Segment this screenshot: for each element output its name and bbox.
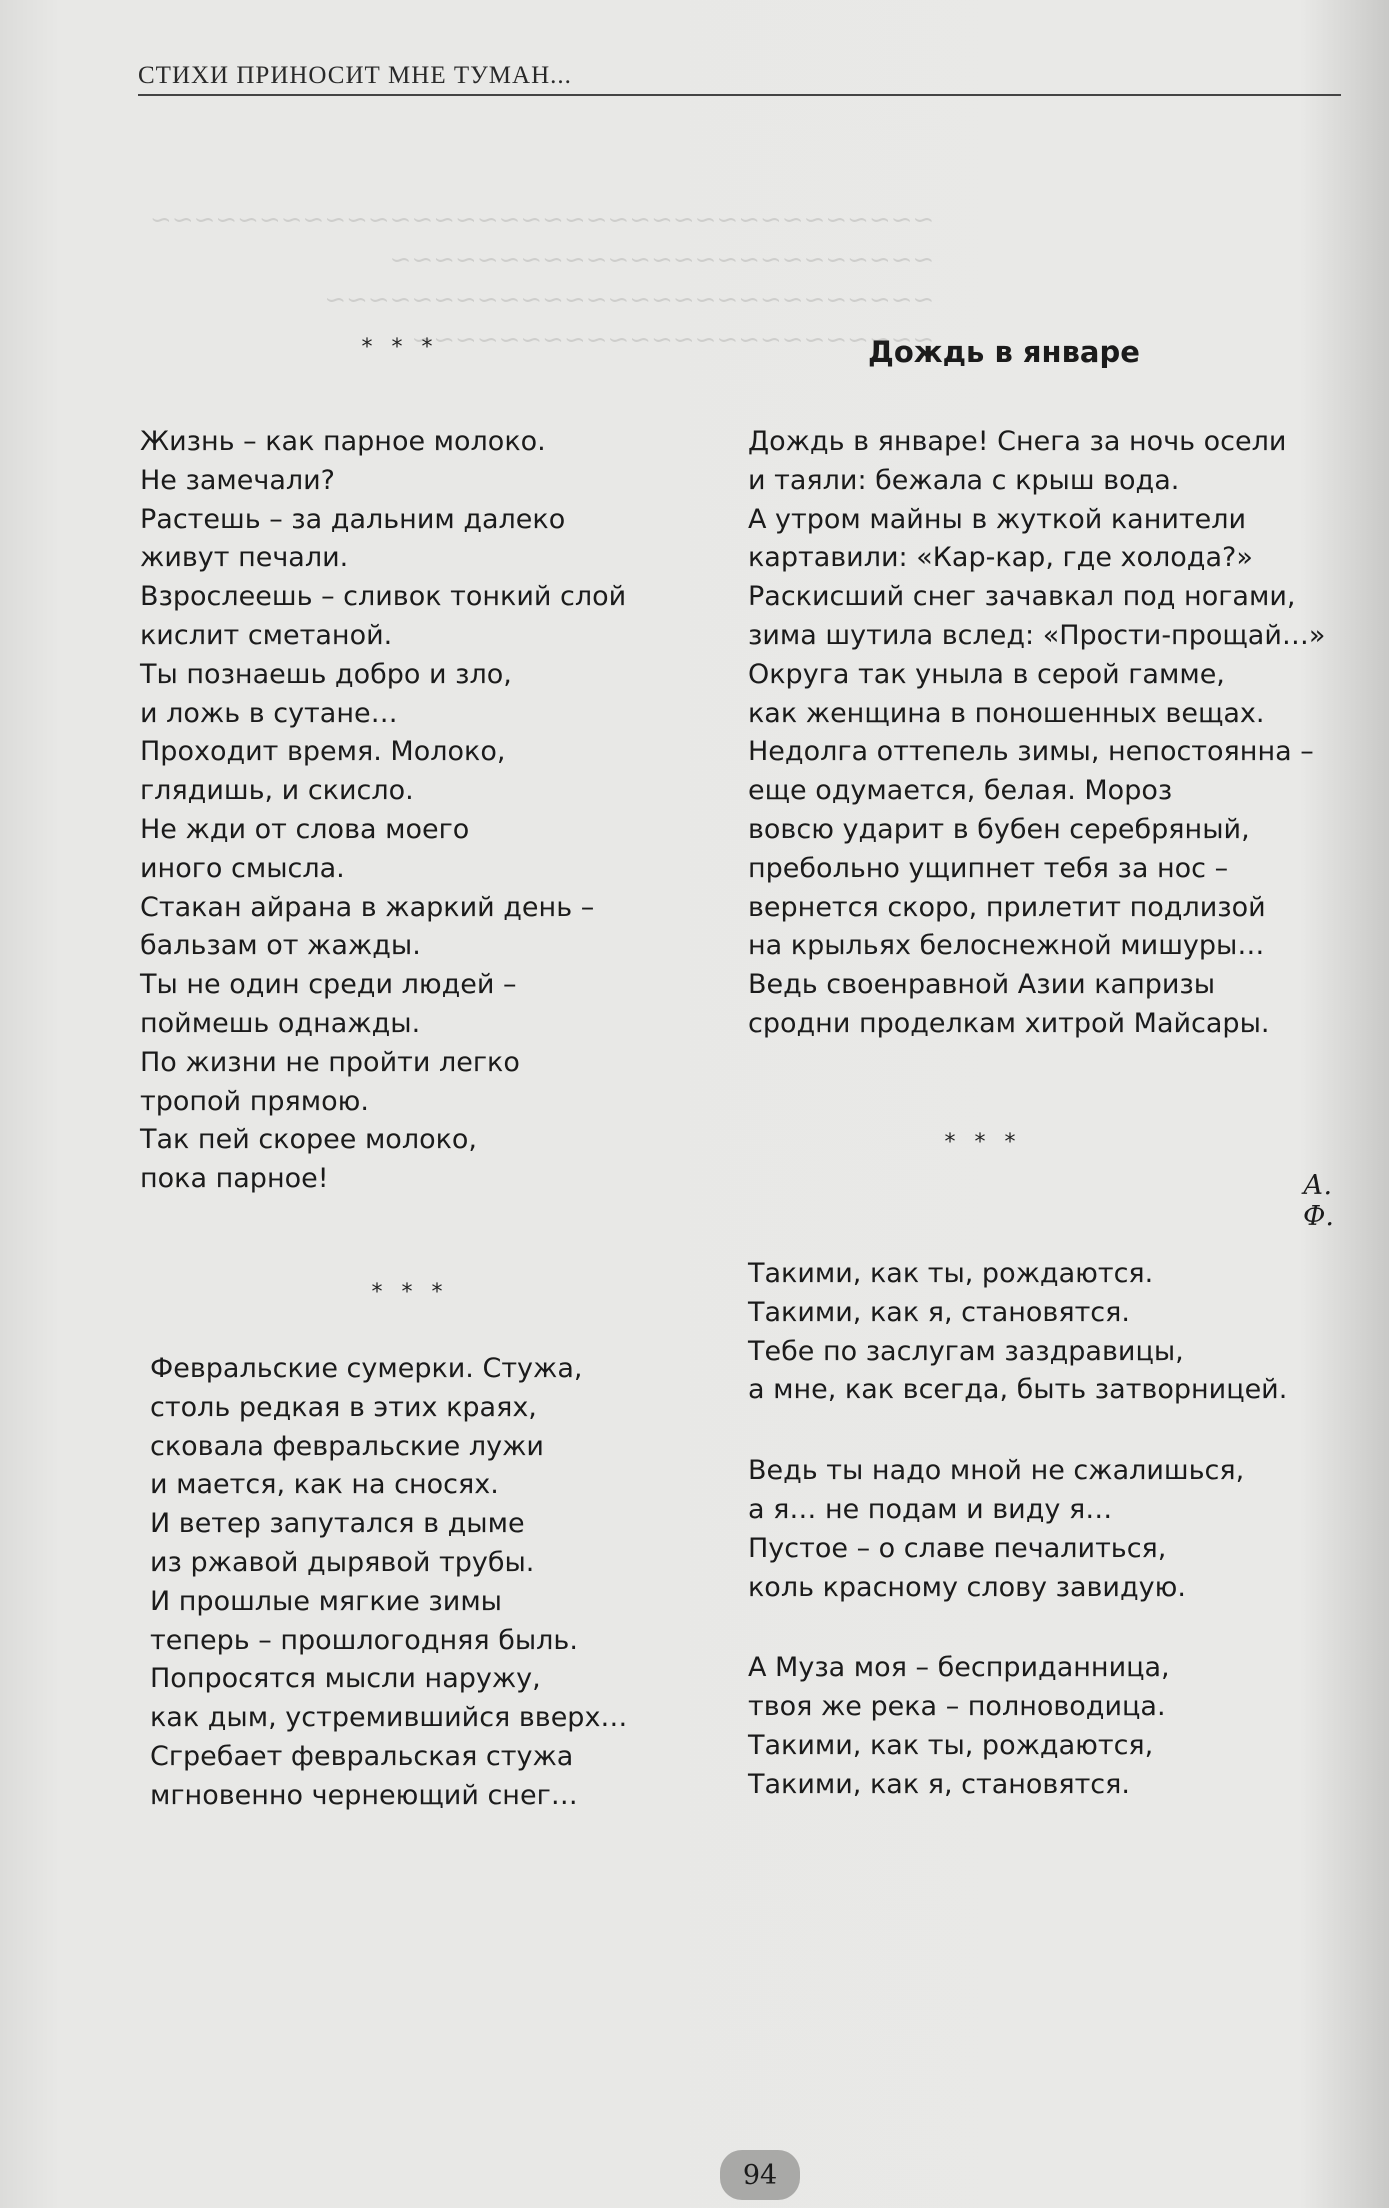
verse-line: живут печали.: [140, 542, 349, 574]
verse-line: сковала февральские лужи: [150, 1430, 544, 1462]
verse-line: вовсю ударит в бубен серебряный,: [748, 813, 1250, 845]
verse-line: и ложь в сутане…: [140, 697, 398, 729]
poem-born-become: [748, 1255, 1287, 1805]
verse-line: зима шутила вслед: «Прости-прощай…»: [748, 619, 1326, 651]
verse-line: И прошлые мягкие зимы: [150, 1585, 503, 1617]
verse-line: глядишь, и скисло.: [140, 775, 414, 807]
verse-line: теперь – прошлогодняя быль.: [150, 1624, 578, 1656]
verse-line: из ржавой дырявой трубы.: [150, 1546, 535, 1578]
verse-line: Дождь в январе! Снега за ночь осели: [748, 426, 1287, 457]
show-through-texture: ~~~~~~~~~~~~~~~~~~~~~~~~~~~~~~~~~~~~ ~~~~~~~~~~~~~~~~~~~~~~~~~ ~~~~~~~~~~~~~~~~~~~~~~~~~~~~ ~~~~~~~~~~~~~~~~~~~~~~~~: [150, 205, 935, 355]
stanza: [748, 1255, 1287, 1410]
verse-line: картавили: «Кар-кар, где холода?»: [748, 542, 1253, 574]
poem-separator: * * *: [371, 1280, 449, 1305]
verse-line: Пустое – о славе печалиться,: [748, 1532, 1167, 1564]
verse-line: Такими, как я, становятся.: [748, 1768, 1130, 1800]
page-number: 94: [742, 2159, 778, 2191]
verse-line: Февральские сумерки. Стужа,: [150, 1353, 583, 1384]
verse-line: еще одумается, белая. Мороз: [748, 775, 1173, 807]
verse-line: Тебе по заслугам заздравицы,: [748, 1335, 1184, 1367]
verse-line: тропой прямою.: [140, 1085, 369, 1117]
verse-line: Так пей скорее молоко,: [140, 1124, 478, 1156]
verse-line: столь редкая в этих краях,: [150, 1391, 537, 1423]
verse-line: Ведь ты надо мной не сжалишься,: [748, 1455, 1245, 1487]
page-number-badge: [720, 2150, 800, 2200]
poem-february-dusk: [150, 1350, 627, 1816]
verse-line: Сгребает февральская стужа: [150, 1740, 574, 1772]
verse-line: а мне, как всегда, быть затворницей.: [748, 1374, 1288, 1406]
dedication: А. Ф.: [1303, 1170, 1334, 1232]
running-head: СТИХИ ПРИНОСИТ МНЕ ТУМАН...: [138, 62, 572, 89]
verse-line: И ветер запутался в дыме: [150, 1508, 525, 1540]
verse-line: вернется скоро, прилетит подлизой: [748, 891, 1266, 923]
verse-line: Жизнь – как парное молоко.: [140, 426, 546, 457]
verse-line: Ты не один среди людей –: [140, 969, 517, 1001]
verse-line: Такими, как ты, рождаются,: [748, 1729, 1154, 1761]
verse-line: Стакан айрана в жаркий день –: [140, 891, 595, 923]
verse-line: иного смысла.: [140, 852, 345, 884]
verse-line: Ведь своенравной Азии капризы: [748, 969, 1216, 1001]
verse-line: Недолга оттепель зимы, непостоянна –: [748, 736, 1314, 768]
verse-line: как женщина в поношенных вещах.: [748, 697, 1265, 729]
verse-line: и таяли: бежала с крыш вода.: [748, 464, 1180, 496]
verse-line: на крыльях белоснежной мишуры…: [748, 930, 1265, 962]
verse-line: коль красному слову завидую.: [748, 1571, 1186, 1603]
verse-line: Такими, как я, становятся.: [748, 1296, 1130, 1328]
verse-line: Такими, как ты, рождаются.: [748, 1258, 1154, 1289]
verse-line: А Муза моя – бесприданница,: [748, 1652, 1170, 1684]
verse-line: Взрослеешь – сливок тонкий слой: [140, 581, 627, 613]
verse-line: А утром майны в жуткой канители: [748, 503, 1247, 535]
verse-line: пребольно ущипнет тебя за нос –: [748, 852, 1229, 884]
verse-line: Ты познаешь добро и зло,: [140, 658, 512, 690]
stanza: [748, 1452, 1287, 1607]
stanza: [748, 1649, 1287, 1804]
verse-line: Попросятся мысли наружу,: [150, 1663, 541, 1695]
poem-life-milk: [140, 423, 626, 1199]
verse-line: Не замечали?: [140, 464, 336, 496]
verse-line: По жизни не пройти легко: [140, 1046, 520, 1078]
poem-january-rain: [748, 423, 1325, 1044]
verse-line: Округа так уныла в серой гамме,: [748, 658, 1225, 690]
poem-separator: * * *: [944, 1130, 1022, 1155]
verse-line: бальзам от жажды.: [140, 930, 421, 962]
verse-line: Проходит время. Молоко,: [140, 736, 506, 768]
verse-line: твоя же река – полноводица.: [748, 1691, 1166, 1723]
verse-line: поймешь однажды.: [140, 1007, 421, 1039]
verse-line: кислит сметаной.: [140, 619, 393, 651]
poem-separator: * * *: [361, 335, 439, 360]
verse-line: как дым, устремившийся вверх…: [150, 1702, 628, 1734]
verse-line: Не жди от слова моего: [140, 813, 470, 845]
header-rule: [138, 94, 1341, 96]
verse-line: и мается, как на сносях.: [150, 1469, 499, 1501]
verse-line: Раскисший снег зачавкал под ногами,: [748, 581, 1296, 613]
verse-line: а я… не подам и виду я…: [748, 1493, 1113, 1525]
verse-line: мгновенно чернеющий снег…: [150, 1779, 578, 1811]
poem-title: Дождь в январе: [868, 335, 1140, 369]
verse-line: сродни проделкам хитрой Майсары.: [748, 1007, 1270, 1039]
verse-line: Растешь – за дальним далеко: [140, 503, 566, 535]
verse-line: пока парное!: [140, 1163, 329, 1195]
